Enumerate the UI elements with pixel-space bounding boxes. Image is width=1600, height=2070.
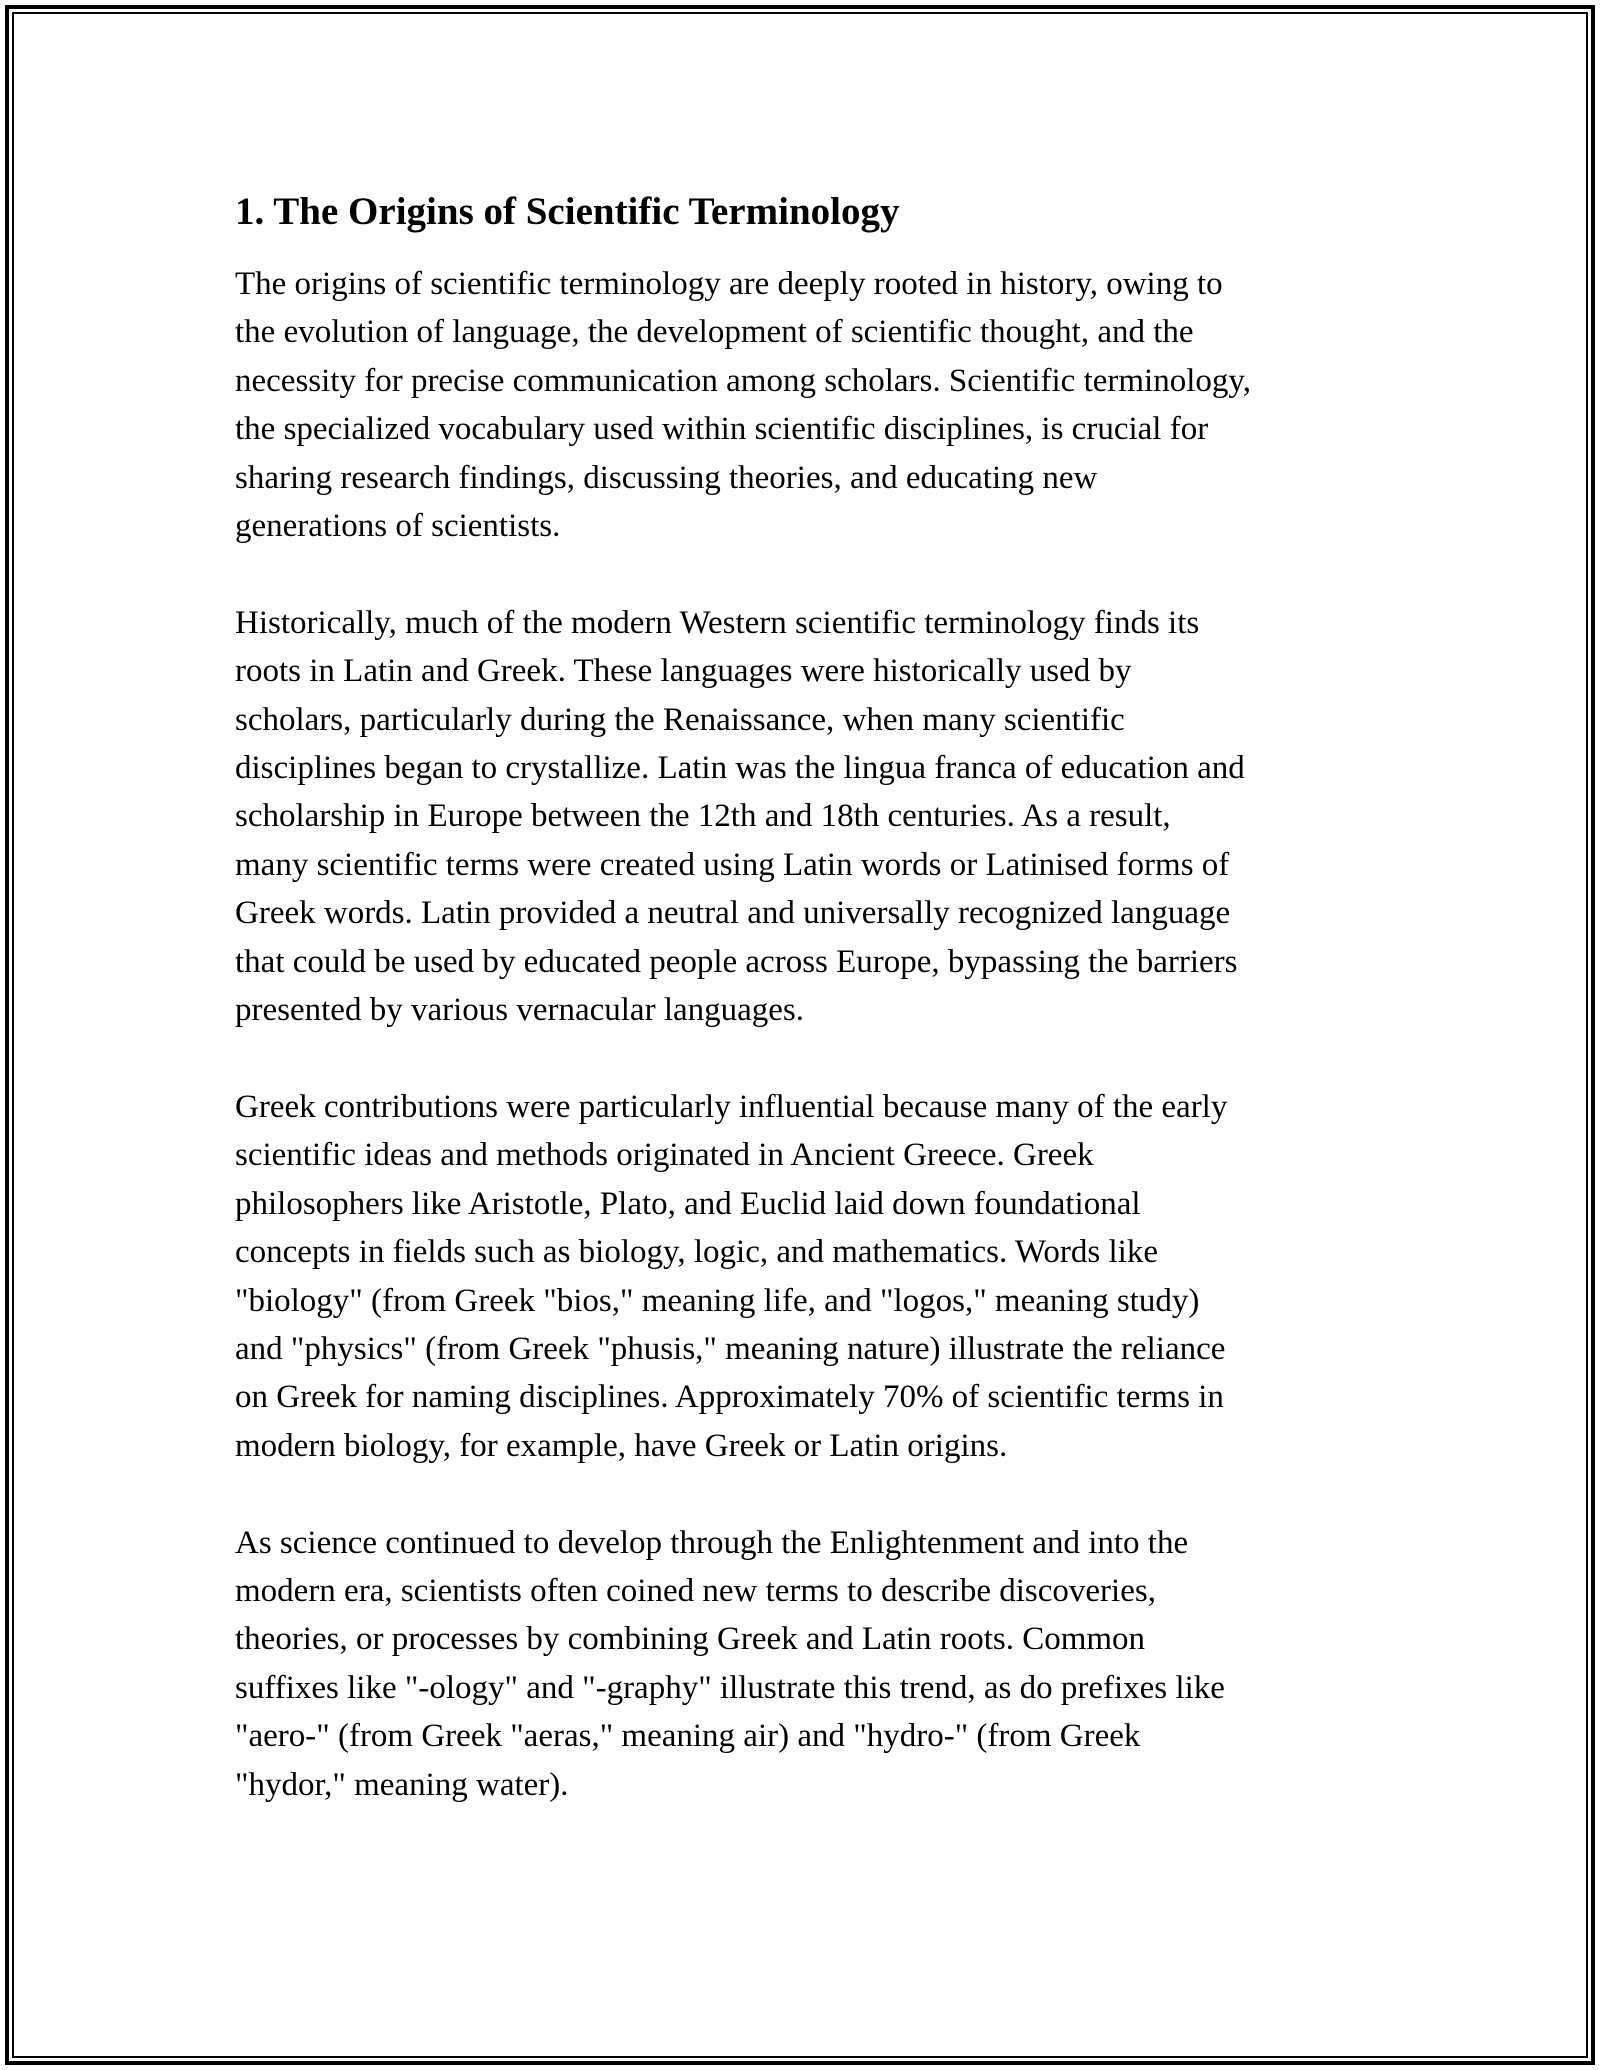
text-line: and "physics" (from Greek "phusis," meaning nature) illustrate the reliance bbox=[235, 1330, 1226, 1367]
text-line: suffixes like "-ology" and "-graphy" illustrate this trend, as do prefixes like bbox=[235, 1669, 1225, 1706]
text-line: Greek words. Latin provided a neutral and universally recognized language bbox=[235, 895, 1231, 932]
paragraph-4 bbox=[235, 1519, 1370, 1809]
text-line: scholarship in Europe between the 12th and 18th centuries. As a result, bbox=[235, 798, 1171, 835]
text-line: many scientific terms were created using Latin words or Latinised forms of bbox=[235, 846, 1230, 883]
text-line: sharing research findings, discussing theories, and educating new bbox=[235, 459, 1098, 496]
text-line: "biology" (from Greek "bios," meaning life, and "logos," meaning study) bbox=[235, 1282, 1200, 1319]
text-line: the specialized vocabulary used within scientific disciplines, is crucial for bbox=[235, 411, 1209, 448]
text-line: philosophers like Aristotle, Plato, and Euclid laid down foundational bbox=[235, 1185, 1141, 1222]
text-line: generations of scientists. bbox=[235, 508, 561, 545]
page-title: 1. The Origins of Scientific Terminology bbox=[235, 190, 900, 233]
text-line: modern era, scientists often coined new terms to describe discoveries, bbox=[235, 1572, 1156, 1609]
text-line: presented by various vernacular languages. bbox=[235, 992, 805, 1029]
text-line: roots in Latin and Greek. These languages were historically used by bbox=[235, 653, 1132, 690]
text-line: disciplines began to crystallize. Latin was the lingua franca of education and bbox=[235, 750, 1245, 787]
paragraph-3 bbox=[235, 1083, 1370, 1470]
text-line: "aero-" (from Greek "aeras," meaning air) and "hydro-" (from Greek bbox=[235, 1718, 1141, 1755]
text-line: that could be used by educated people across Europe, bypassing the barriers bbox=[235, 943, 1238, 980]
text-line: concepts in fields such as biology, logic, and mathematics. Words like bbox=[235, 1234, 1158, 1271]
text-line: "hydor," meaning water). bbox=[235, 1766, 569, 1803]
text-line: scholars, particularly during the Renaissance, when many scientific bbox=[235, 701, 1125, 738]
text-line: Historically, much of the modern Western scientific terminology finds its bbox=[235, 604, 1200, 641]
text-line: on Greek for naming disciplines. Approximately 70% of scientific terms in bbox=[235, 1379, 1224, 1416]
text-line: the evolution of language, the development of scientific thought, and the bbox=[235, 314, 1194, 351]
text-line: necessity for precise communication among scholars. Scientific terminology, bbox=[235, 362, 1251, 399]
text-line: The origins of scientific terminology are deeply rooted in history, owing to bbox=[235, 266, 1223, 302]
paragraph-2 bbox=[235, 599, 1370, 1035]
text-line: scientific ideas and methods originated in Ancient Greece. Greek bbox=[235, 1137, 1094, 1174]
text-line: modern biology, for example, have Greek or Latin origins. bbox=[235, 1427, 1008, 1464]
paragraph-1 bbox=[235, 260, 1370, 550]
text-line: Greek contributions were particularly influential because many of the early bbox=[235, 1088, 1228, 1125]
document-body bbox=[235, 188, 1370, 1857]
text-line: As science continued to develop through the Enlightenment and into the bbox=[235, 1524, 1189, 1561]
text-line: theories, or processes by combining Greek and Latin roots. Common bbox=[235, 1621, 1146, 1658]
